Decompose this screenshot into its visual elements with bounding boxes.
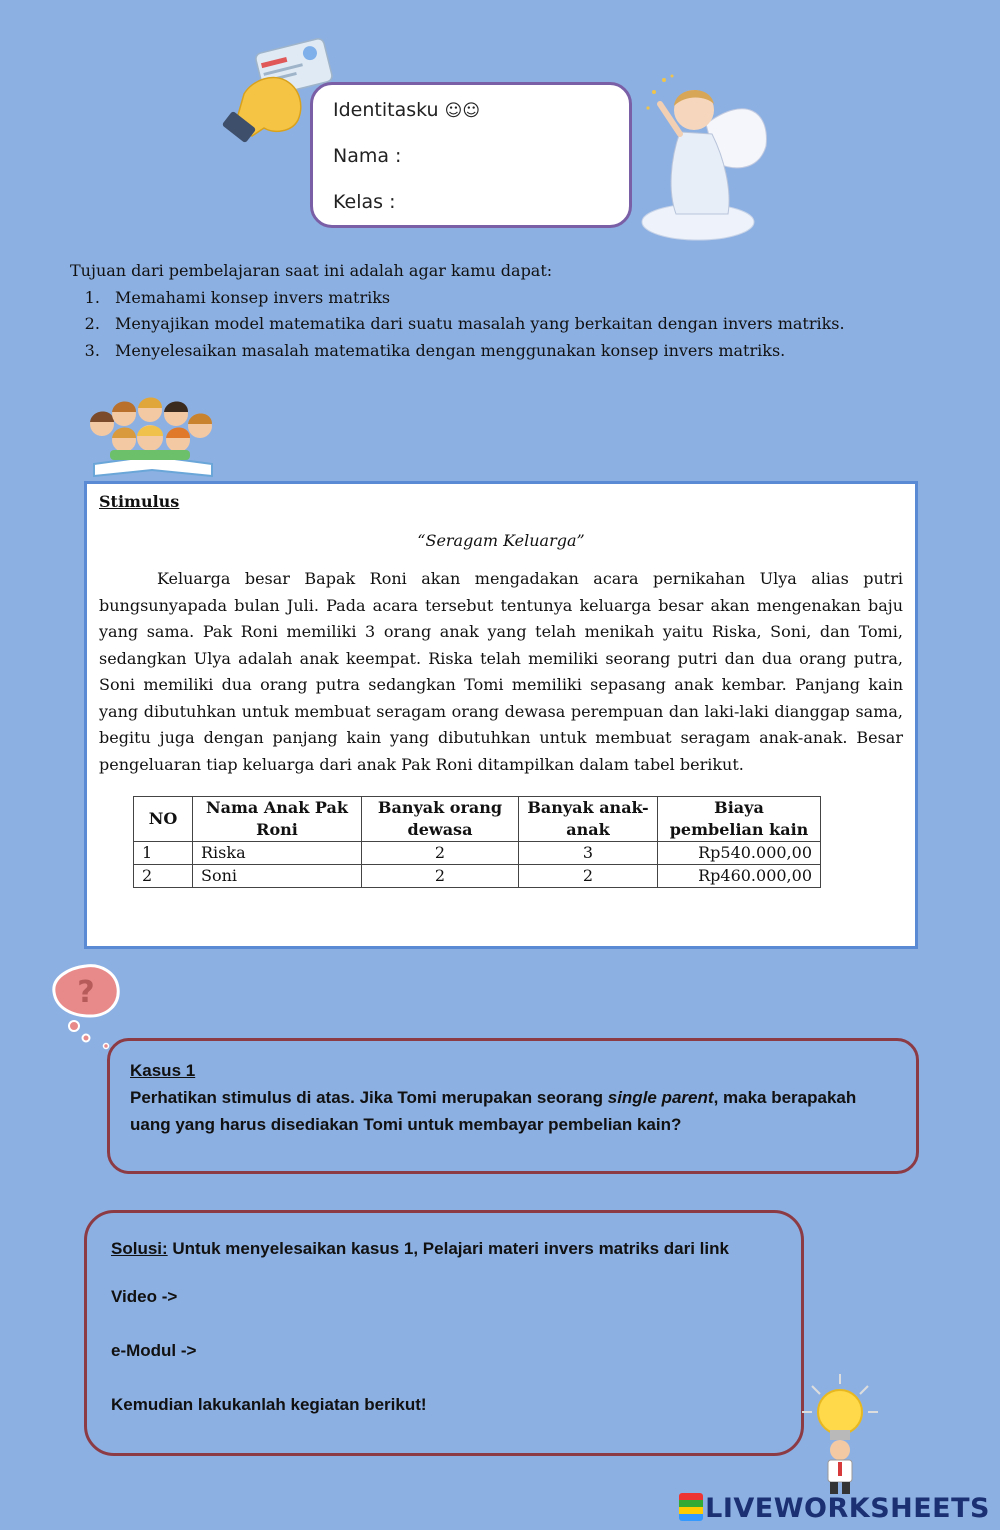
class-label: Kelas : [333, 191, 396, 213]
table-cell: 2 [362, 842, 519, 865]
stimulus-paragraph: Keluarga besar Bapak Roni akan mengadakan acara pernikahan Ulya alias putri bungsunyapada bulan Juli. Pada acara tersebut tentunya keluarga besar akan mengenakan baju yang sama. Pak Roni memiliki 3 orang anak yang telah menikah yaitu Riska, Soni, dan Tomi, sedangkan Ulya adalah anak keempat. Riska telah memiliki seorang putri dan dua orang putra, Soni memiliki dua orang putra sedangkan Tomi memiliki sepasang anak kembar. Panjang kain yang dibutuhkan untuk membuat seragam orang dewasa perempuan dan laki-laki dianggap sama, begitu juga dengan panjang kain yang dibutuhkan untuk membuat seragam anak-anak. Besar pengeluaran tiap keluarga dari anak Pak Roni ditampilkan dalam tabel berikut. [99, 569, 903, 774]
table-cell: Rp540.000,00 [658, 842, 821, 865]
objective-item: 1. Memahami konsep invers matriks [105, 285, 950, 312]
name-label: Nama : [333, 145, 402, 167]
table-cell: 2 [134, 865, 193, 888]
learning-objectives [70, 258, 950, 364]
table-cell: 3 [519, 842, 658, 865]
emodul-link[interactable]: e-Modul -> [111, 1341, 197, 1360]
table-cell: 2 [362, 865, 519, 888]
table-row [134, 842, 821, 865]
question-bubble-icon [50, 962, 124, 1052]
logo-badge-icon [679, 1493, 703, 1521]
stimulus-heading: Stimulus [99, 492, 180, 511]
table-cell: 2 [519, 865, 658, 888]
table-cell: Riska [193, 842, 362, 865]
table-row [134, 865, 821, 888]
objectives-list [70, 285, 950, 365]
table-header-row [134, 797, 821, 842]
table-cell: 1 [134, 842, 193, 865]
column-header: Biaya pembelian kain [658, 797, 821, 842]
objectives-intro: Tujuan dari pembelajaran saat ini adalah agar kamu dapat: [70, 261, 553, 280]
video-link[interactable]: Video -> [111, 1287, 178, 1306]
case-question: Perhatikan stimulus di atas. Jika Tomi merupakan seorang single parent, maka berapakah uang yang harus disediakan Tomi untuk membayar pembelian kain? [130, 1088, 857, 1134]
liveworksheets-logo: LIVEWORKSHEETS [679, 1493, 990, 1524]
solution-closing: Kemudian lakukanlah kegiatan berikut! [111, 1395, 427, 1414]
children-reading-icon [80, 394, 226, 480]
identity-card [310, 82, 632, 228]
angel-icon [636, 64, 774, 244]
column-header: NO [134, 797, 193, 842]
expense-table [133, 796, 821, 888]
solution-intro: Solusi: Untuk menyelesaikan kasus 1, Pelajari materi invers matriks dari link [111, 1239, 729, 1258]
svg-text:?: ? [77, 975, 95, 1010]
smiley-icons: ☺☺ [444, 101, 481, 121]
lightbulb-character-icon [798, 1372, 884, 1496]
stimulus-title: “Seragam Keluarga” [417, 531, 585, 550]
column-header: Banyak anak-anak [519, 797, 658, 842]
objective-item: 3. Menyelesaikan masalah matematika dengan menggunakan konsep invers matriks. [105, 338, 950, 365]
objective-item: 2. Menyajikan model matematika dari suatu masalah yang berkaitan dengan invers matriks. [105, 311, 950, 338]
table-cell: Soni [193, 865, 362, 888]
solution-box [84, 1210, 804, 1456]
column-header: Banyak orang dewasa [362, 797, 519, 842]
case-box [107, 1038, 919, 1174]
column-header: Nama Anak Pak Roni [193, 797, 362, 842]
identity-title: Identitasku ☺☺ [333, 99, 481, 121]
case-heading: Kasus 1 [130, 1061, 196, 1080]
solution-label: Solusi: [111, 1239, 168, 1258]
table-cell: Rp460.000,00 [658, 865, 821, 888]
stimulus-box [84, 481, 918, 949]
